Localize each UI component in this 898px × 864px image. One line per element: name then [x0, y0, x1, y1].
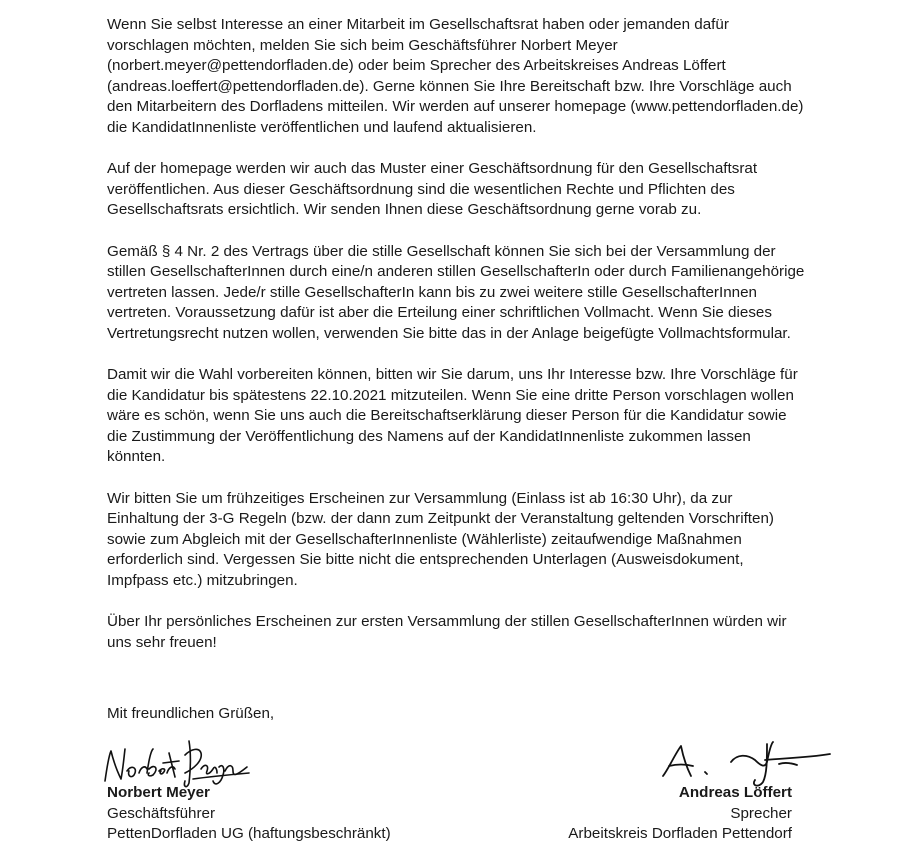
- signer-role: Sprecher: [730, 804, 792, 822]
- letter-body: [107, 15, 807, 674]
- signer-role: Geschäftsführer: [107, 804, 216, 822]
- signer-name: Norbert Meyer: [107, 784, 210, 801]
- paragraph-contact: Wenn Sie selbst Interesse an einer Mitarbeit im Gesellschaftsrat haben oder jemanden dafür vorschlagen möchten, melden Sie sich beim Geschäftsführer Norbert Meyer (norbert.meyer@pettendorfladen.de) oder beim Sprecher des Arbeitskreises Andreas Löffert (andreas.loeffert@pettendorfladen.de). Gerne können Sie Ihre Bereitschaft bzw. Ihre Vorschläge auch den Mitarbeitern des Dorfladens mitteilen. Wir werden auf unserer homepage (www.pettendorfladen.de) die KandidatInnenliste veröffentlichen und laufend aktualisieren.: [107, 16, 804, 136]
- signature-block-right: [568, 783, 792, 845]
- signer-organization: PettenDorfladen UG (haftungsbeschränkt): [107, 825, 391, 843]
- paragraph-proxy: Gemäß § 4 Nr. 2 des Vertrags über die stille Gesellschaft können Sie sich bei der Versammlung der stillen GesellschafterInnen durch eine/n anderen stillen GesellschafterIn oder durch Familienangehörige vertreten lassen. Jede/r stille GesellschafterIn kann bis zu zwei weitere stille GesellschafterInnen vertreten. Voraussetzung dafür ist aber die Erteilung einer schriftlichen Vollmacht. Wenn Sie dieses Vertretungsrecht nutzen wollen, verwenden Sie bitte das in der Anlage beigefügte Vollmachtsformular.: [107, 242, 805, 342]
- signature-block-left: [107, 783, 391, 845]
- paragraph-welcome: Über Ihr persönliches Erscheinen zur ersten Versammlung der stillen GesellschafterInnen würden wir uns sehr freuen!: [107, 613, 787, 651]
- paragraph-rules: Auf der homepage werden wir auch das Muster einer Geschäftsordnung für den Gesellschaftsrat veröffentlichen. Aus dieser Geschäftsordnung sind die wesentlichen Rechte und Pflichten des Gesellschaftsrats ersichtlich. Wir senden Ihnen diese Geschäftsordnung gerne vorab zu.: [107, 160, 758, 219]
- closing-greeting: Mit freundlichen Grüßen,: [107, 705, 275, 722]
- paragraph-deadline: Damit wir die Wahl vorbereiten können, bitten wir Sie darum, uns Ihr Interesse bzw. Ihre Vorschläge für die Kandidatur bis spätestens 22.10.2021 mitzuteilen. Wenn Sie eine dritte Person vorschlagen wollen wäre es schön, wenn Sie uns auch die Bereitschaftserklärung dieser Person für die Kandidatur sowie die Zustimmung der Veröffentlichung des Namens auf der KandidatInnenliste zukommen lassen könnten.: [107, 366, 798, 466]
- paragraph-arrival: Wir bitten Sie um frühzeitiges Erscheinen zur Versammlung (Einlass ist ab 16:30 Uhr), da zur Einhaltung der 3-G Regeln (bzw. der dann zum Zeitpunkt der Veranstaltung geltenden Vorschriften) sowie zum Abgleich mit der GesellschafterInnenliste (Wählerliste) zeitaufwendige Maßnahmen erforderlich sind. Vergessen Sie bitte nicht die entsprechenden Unterlagen (Ausweisdokument, Impfpass etc.) mitzubringen.: [107, 489, 774, 590]
- signer-organization: Arbeitskreis Dorfladen Pettendorf: [568, 825, 792, 843]
- signer-name: Andreas Löffert: [678, 784, 792, 801]
